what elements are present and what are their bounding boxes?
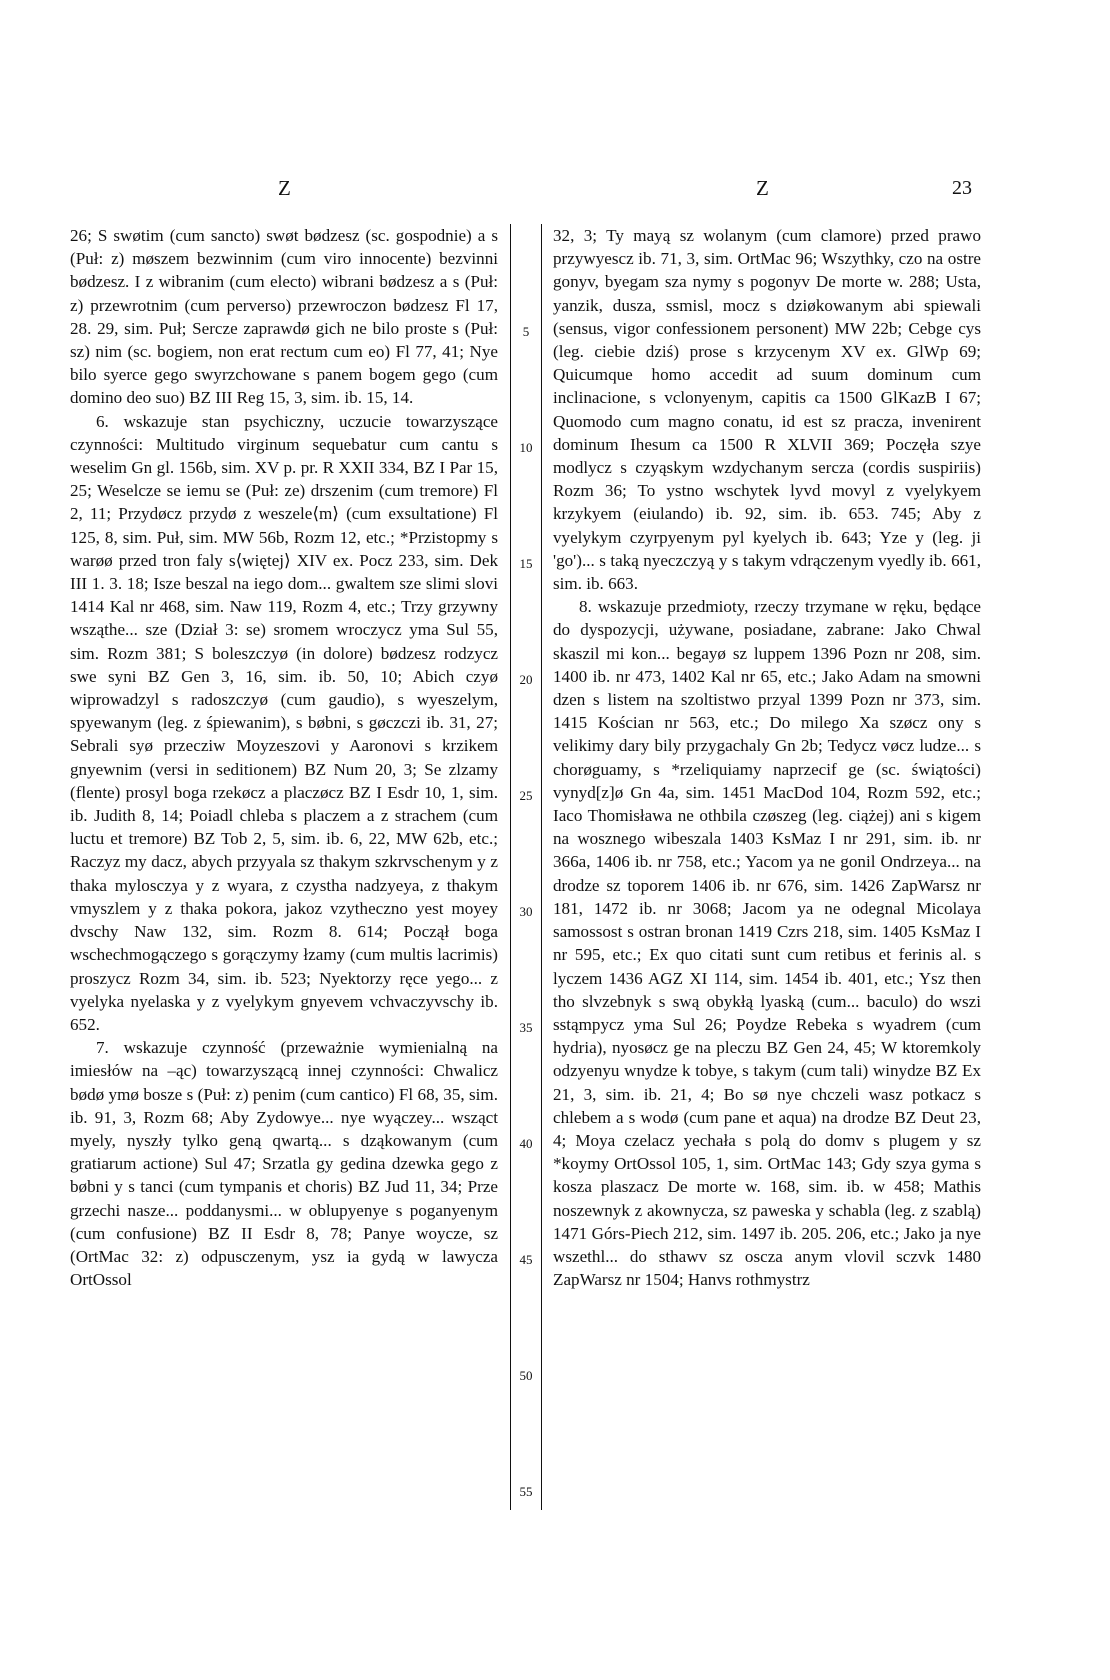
- right-paragraph-1: 32, 3; Ty mayą sz wolanym (cum clamore) przed prawo przywyescz ib. 71, 3, sim. OrtMac 96; Wszythky, czo na ostre gonyv, byegam sza nymy s pogonyv De morte w. 288; Usta, yanzik, dusza, ssmisl, mocz s dziøkowanym abi spiewali (sensus, vigor confessionem personent) MW 22b; Cebge cys (leg. ciebie dziś) prose s krzycenym XV ex. GlWp 69; Quicumque homo accedit ad suum dominum cum inclinacione, s vclonyenym, capitis ca 1500 GlKazB I 67; Quomodo cum magno conatu, id est sz pracza, invenirent dominum Ihesum ca 1500 R XLVII 369; Poczęła szye modlycz s czyąskym wzdychanym sercza (cordis suspiriis) Rozm 36; To ystno wschytek lyvd movyl z vyelykyem krzykyem (eiulando) ib. 92, sim. ib. 653. 745; Aby z vyelykym czyrpyenym pyl kyelych ib. 643; Yze y (leg. ji 'go')... s taką nyeczczyą y s takym vdrączenym vyedly ib. 661, sim. ib. 663.: [553, 226, 981, 594]
- column-rule-right: [541, 224, 542, 1510]
- line-number: 55: [519, 1484, 533, 1499]
- line-number: 20: [519, 672, 533, 687]
- line-number: 25: [519, 788, 533, 803]
- line-number: 40: [519, 1136, 533, 1151]
- right-paragraph-8: 8. wskazuje przedmioty, rzeczy trzymane w ręku, będące do dyspozycji, używane, posiadane, zabrane: Jako Chwal skaszil mi kon... begayø sz luppem 1396 Pozn nr 208, sim. 1400 ib. nr 473, 1402 Kal nr 65, etc.; Jako Adam na smowni dzen s listem na szoltistwo przyal 1399 Pozn nr 373, sim. 1415 Kościan nr 563, etc.; Do milego Xa szøcz ony s velikimy dary bily przygachaly Gn 2b; Tedycz vøcz ludze... s chorøguamy, s *rzeliquiamy naprzecif ge (sc. świątości) vynyd[z]ø Gn 4a, sim. 1451 MacDod 104, Rozm 592, etc.; Iaco Thomisława ne othbila czøszeg (leg. ciążej) ani s kigem na wosznego wibeszala 1403 KsMaz I nr 291, sim. ib. nr 366a, 1406 ib. nr 758, etc.; Yacom ya ne gonil Ondrzeya... na drodze sz toporem 1406 ib. nr 676, sim. 1426 ZapWarsz nr 181, 1472 ib. nr 3068; Jacom ya ne odegnal Micolaya samossost s ostran bronan 1419 Czrs 218, sim. 1405 KsMaz I nr 595, etc.; Ex quo citati sunt cum retibus et ferinis al. s lyczem 1436 AGZ XI 114, sim. 1454 ib. 401, etc.; Ysz then tho slvzebnyk s swą obykłą lyaską (cum... baculo) do wszi sstąmpycz yma Sul 26; Poydze Rebeka s wyadrem (cum hydria), nyosøcz ge na pleczu BZ Gen 24, 45; W ktoremkoly odzyenyu wnydze k tobye, s takym (cum tali) winydze BZ Ex 21, 3, sim. ib. 21, 4; Bo sø nye chczeli wasz potkacz s chlebem a s wodø (cum pane et aqua) na drodze BZ Deut 23, 4; Moya czelacz yechała s polą do domv s plugem y sz *koymy OrtOssol 105, 1, sim. OrtMac 143; Gdy szya gyma s kosza plaszacz De morte w. 168, sim. ib. w 458; Mathis noszewnyk z akownycza, sz paweska y schabla (leg. z szablą) 1471 Górs-Piech 212, sim. 1497 ib. 205. 206, etc.; Jako ja nye wszethl... do sthawv sz oscza anym vlovil sczvk 1480 ZapWarsz nr 1504; Hanvs rothmystrz: [553, 597, 981, 1290]
- line-number: 10: [519, 440, 533, 455]
- running-header-right: Z: [756, 176, 769, 200]
- running-header-left: Z: [278, 176, 291, 200]
- line-number: 45: [519, 1252, 533, 1267]
- left-paragraph-7: 7. wskazuje czynność (przeważnie wymienialną na imiesłów na –ąc) towarzyszącą innej czynności: Chwalicz bødø ymø bosze s (Puł: z) penim (cum cantico) Fl 68, 35, sim. ib. 91, 3, Rozm 68; Aby Zydowye... nye wyączey... wsząct myely, nyszły tylko geną qwartą... s dząkowanym (cum gratiarum actione) Sul 47; Srzatla gy gedina dzewka gego z bøbni y s tanci (cum tympanis et choris) BZ Jud 11, 34; Prze grzechi nasze... poddanysmi... w oblupyenye s poganyenym (cum confusione) BZ II Esdr 8, 78; Panye woycze, sz (OrtMac 32: z) odpusczenym, ysz ia gydą w lawycza OrtOssol: [70, 1038, 498, 1290]
- column-rule-left: [510, 224, 511, 1510]
- page-number: 23: [952, 177, 972, 199]
- right-column: [553, 224, 981, 1291]
- left-paragraph-1: 26; S swøtim (cum sancto) swøt bødzesz (sc. gospodnie) a s (Puł: z) møszem bezwinnim (cum viro innocente) bezvinni bødzesz. I z wibranim (cum electo) wibrani bødzesz a s (Puł: z) przewrotnim (cum perverso) przewroczon bødzesz Fl 17, 28. 29, sim. Puł; Sercze zaprawdø gich ne bilo proste s (Puł: sz) nim (sc. bogiem, non erat rectum cum eo) Fl 77, 41; Nye bilo syerce gego swyrzchowane s panem bogem gego (cum domino deo suo) BZ III Reg 15, 3, sim. ib. 15, 14.: [70, 226, 498, 408]
- line-number: 50: [519, 1368, 533, 1383]
- line-number: 35: [519, 1020, 533, 1035]
- line-number: 30: [519, 904, 533, 919]
- line-number: 5: [522, 324, 530, 339]
- left-paragraph-6: 6. wskazuje stan psychiczny, uczucie towarzyszące czynności: Multitudo virginum sequebatur cum cantu s weselim Gn gl. 156b, sim. XV p. pr. R XXII 334, BZ I Par 15, 25; Weselcze se iemu se (Puł: ze) drszenim (cum tremore) Fl 2, 11; Przydøcz przydø z weszele⟨m⟩ (cum exsultatione) Fl 125, 8, sim. Puł, sim. MW 56b, Rozm 12, etc.; *Przistopmy s warøø przed tron faly s⟨więtej⟩ XIV ex. Pocz 233, sim. Dek III 1. 3. 18; Isze beszal na iego dom... gwaltem sze slimi slovi 1414 Kal nr 468, sim. Naw 119, Rozm 4, etc.; Trzy grzywny wsząthe... sze (Dział 3: se) sromem wroczycz yma Sul 55, sim. Rozm 381; S boleszczyø (in dolore) bødzesz rodzycz swe syni BZ Gen 3, 16, sim. ib. 50, 10; Abich czyø wiprowadzyl s radoszczyø (cum gaudio), s wyeszelym, spyewanym (leg. z śpiewanim), s bøbni, s gøczczi ib. 31, 27; Sebrali syø przecziw Moyzeszovi y Aaronovi s krzikem gnyewnim (versi in seditionem) BZ Num 20, 3; Se zlzamy (flente) prosyl boga rzekøcz a placzøcz BZ I Esdr 10, 1, sim. ib. Judith 8, 14; Poiadl chleba s placzem a z strachem (cum luctu et tremore) BZ Tob 2, 5, sim. ib. 6, 22, MW 62b, etc.; Raczyz my dacz, abych przyyala sz thakym szkrvschenym y z thaka mylosczya y z wyara, z czystha nadzyeya, z thakym vmyszlem y z thaka pokora, jakoz vzytheczno yest moyey dvschy Naw 132, sim. Rozm 8. 614; Począł boga wschechmogączego s gorączymy łzamy (cum multis lacrimis) proszycz Rozm 34, sim. ib. 523; Nyektorzy ręce yego... z vyelyka nyelaska y z vyelykym gnyevem vchvaczyvschy ib. 652.: [70, 411, 498, 1034]
- line-number: 15: [519, 556, 533, 571]
- left-column: [70, 224, 498, 1291]
